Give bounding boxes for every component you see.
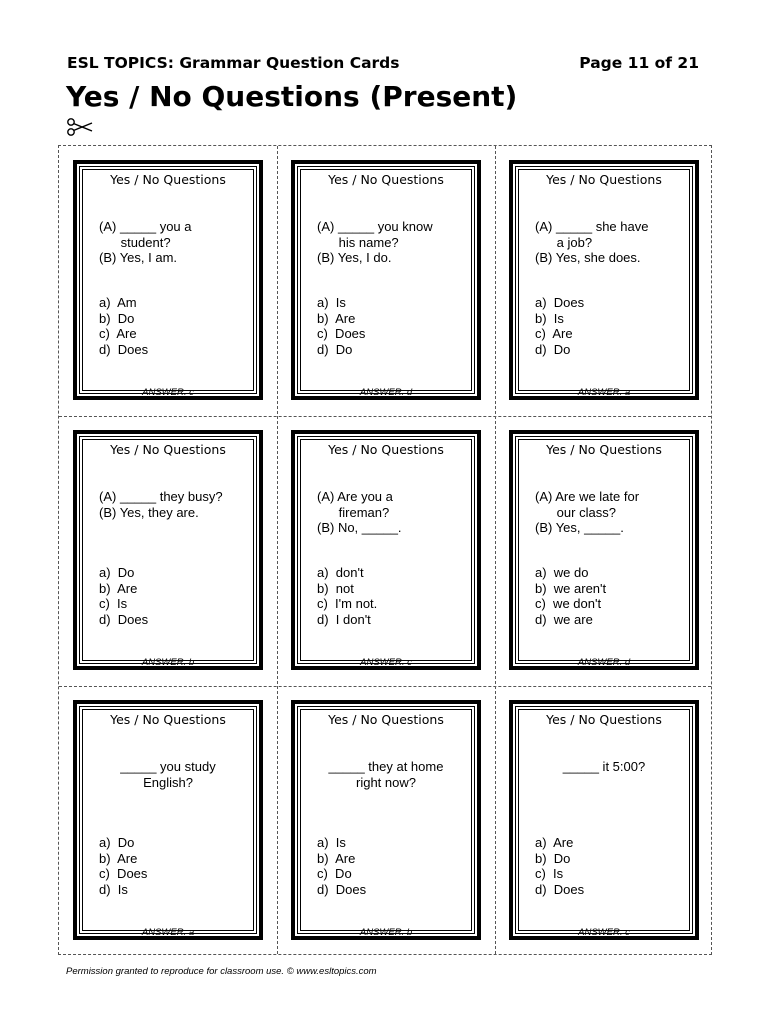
question-card [73,700,263,940]
answer-option: d) Is [99,881,128,897]
answer-options [317,565,377,627]
question-line: fireman? [317,504,390,520]
card-question [99,219,245,266]
card-answer: ANSWER: c [142,387,194,398]
card-answer: ANSWER: d [359,387,413,398]
question-line: (B) Yes, they are. [99,504,199,520]
card-question [535,219,681,266]
question-card-cell [495,416,713,686]
answer-option: c) we don't [535,596,602,611]
answer-option: a) Are [535,835,574,850]
question-line: (A) _____ you a [99,219,192,234]
question-line: our class? [535,504,616,520]
answer-option: a) Is [317,835,346,850]
question-line: student? [99,234,171,250]
answer-option: c) Are [99,326,137,341]
page-title: Yes / No Questions (Present) [66,80,518,113]
question-card-cell [277,686,495,956]
card-question [91,759,245,790]
answer-option: c) Does [317,326,366,341]
answer-option: c) Does [99,866,148,881]
question-line: _____ they at home [328,759,444,774]
question-line: (A) Are we late for [535,489,640,504]
card-answer: ANSWER: b [359,927,413,938]
answer-options [317,295,365,357]
question-card [291,160,481,400]
card-question [317,489,463,536]
card-answer: ANSWER: d [577,657,631,668]
card-answer: ANSWER: b [141,657,195,668]
card-title: Yes / No Questions [110,172,226,187]
page-number: Page 11 of 21 [579,54,699,72]
question-line: (A) Are you a [317,489,393,504]
answer-option: d) Do [317,341,353,357]
question-line: _____ it 5:00? [562,759,646,774]
answer-option: a) Do [99,835,135,850]
card-question [309,759,463,790]
answer-option: b) Do [99,310,135,326]
answer-options [535,295,584,357]
answer-option: d) Does [317,881,367,897]
question-line: (B) Yes, I do. [317,250,392,265]
answer-option: c) Are [535,326,573,341]
card-question [317,219,463,266]
question-line: (A) _____ she have [535,219,649,234]
card-question [535,489,681,536]
answer-option: a) Do [99,565,135,580]
answer-option: a) don't [317,565,364,580]
question-card-cell [277,416,495,686]
answer-option: d) we are [535,611,593,627]
card-question [99,489,245,520]
answer-option: b) Do [535,850,571,866]
question-card-cell [59,146,277,416]
answer-option: a) we do [535,565,589,580]
card-title: Yes / No Questions [546,172,662,187]
answer-options [99,295,148,357]
question-card-cell [495,686,713,956]
question-line: (B) Yes, she does. [535,250,641,265]
answer-options [317,835,366,897]
answer-option: d) Do [535,341,571,357]
card-title: Yes / No Questions [110,442,226,457]
card-title: Yes / No Questions [328,712,444,727]
question-card-cell [495,146,713,416]
answer-option: c) Is [99,596,128,611]
answer-options [535,835,584,897]
question-card [291,700,481,940]
question-line: his name? [317,234,399,250]
question-card [509,700,699,940]
answer-options [99,835,147,897]
question-card-cell [59,686,277,956]
question-line: (B) No, _____. [317,520,402,535]
question-card [73,430,263,670]
question-card [73,160,263,400]
card-answer: ANSWER: c [578,927,630,938]
question-line: (A) _____ they busy? [99,489,223,504]
answer-options [535,565,606,627]
card-answer: ANSWER: a [577,387,631,398]
answer-option: b) not [317,580,354,596]
answer-option: b) Are [317,310,356,326]
question-line: English? [143,774,193,790]
question-card-cell [59,416,277,686]
answer-option: d) Does [535,881,585,897]
answer-option: c) I'm not. [317,596,378,611]
answer-option: c) Do [317,866,352,881]
answer-options [99,565,148,627]
question-line: (A) _____ you know [317,219,433,234]
card-grid [58,145,712,955]
answer-option: d) Does [99,341,149,357]
question-line: (B) Yes, _____. [535,520,624,535]
footer-permission: Permission granted to reproduce for classroom use. © www.esltopics.com [66,966,377,977]
card-answer: ANSWER: a [141,927,195,938]
question-line: (B) Yes, I am. [99,250,178,265]
question-card [509,160,699,400]
card-title: Yes / No Questions [546,712,662,727]
question-line: right now? [356,774,416,790]
answer-option: b) we aren't [535,580,607,596]
answer-option: a) Am [99,295,137,310]
answer-option: a) Is [317,295,346,310]
question-card-cell [277,146,495,416]
card-title: Yes / No Questions [328,442,444,457]
document-header: ESL TOPICS: Grammar Question Cards [67,54,400,72]
question-card [509,430,699,670]
scissors-icon [66,117,96,137]
question-line: a job? [535,234,593,250]
answer-option: d) I don't [317,611,371,627]
answer-option: b) Is [535,310,564,326]
question-card [291,430,481,670]
question-line: _____ you study [120,759,216,774]
answer-option: d) Does [99,611,149,627]
card-title: Yes / No Questions [546,442,662,457]
answer-option: a) Does [535,295,585,310]
card-answer: ANSWER: c [360,657,412,668]
card-title: Yes / No Questions [328,172,444,187]
answer-option: b) Are [99,850,138,866]
answer-option: c) Is [535,866,564,881]
card-title: Yes / No Questions [110,712,226,727]
answer-option: b) Are [99,580,138,596]
answer-option: b) Are [317,850,356,866]
card-question [527,759,681,775]
